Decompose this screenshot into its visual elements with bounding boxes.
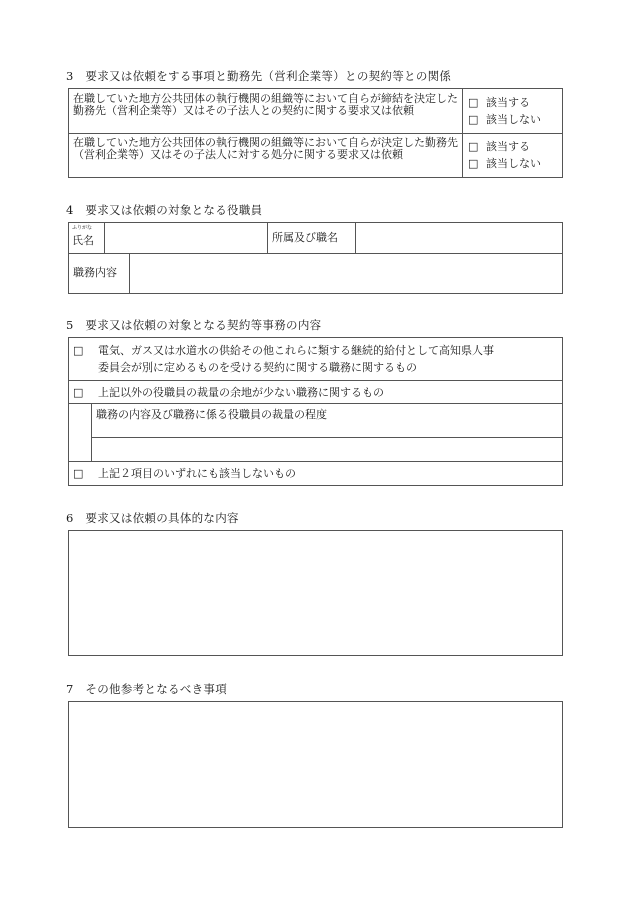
row-divider — [69, 133, 562, 134]
none-applicable-text: 上記２項目のいずれにも該当しないもの — [98, 467, 296, 480]
section-5-table — [68, 337, 563, 486]
row-divider — [69, 380, 562, 381]
duty-label: 職務内容 — [73, 266, 117, 279]
section-4-table — [68, 222, 563, 294]
checkbox[interactable]: □ — [468, 113, 479, 126]
applicable-label: 該当する — [486, 140, 530, 153]
section-5-heading: 5 要求又は依頼の対象となる契約等事務の内容 — [66, 318, 322, 332]
sub-row-divider — [91, 437, 562, 438]
furigana-label: ふりがな — [72, 225, 93, 231]
section-7-heading: 7 その他参考となるべき事項 — [66, 682, 228, 696]
continuous-supply-text — [98, 342, 494, 376]
sub-indent-divider — [91, 403, 92, 461]
dept-label-divider-left — [267, 223, 268, 253]
none-applicable-checkbox[interactable]: □ — [73, 467, 84, 480]
request-details-textarea[interactable] — [68, 530, 563, 656]
section-3-heading: 3 要求又は依頼をする事項と勤務先（営利企業等）との契約等との関係 — [66, 69, 452, 83]
section-6-heading: 6 要求又は依頼の具体的な内容 — [66, 511, 239, 525]
continuous-supply-line-1: 電気、ガス又は水道水の供給その他これらに類する継続的給付として高知県人事 — [98, 344, 494, 357]
duty-input[interactable] — [131, 255, 561, 292]
duty-discretion-label: 職務の内容及び職務に係る役職員の裁量の程度 — [96, 408, 327, 421]
other-references-textarea[interactable] — [68, 701, 563, 828]
row-divider — [69, 461, 562, 462]
low-discretion-checkbox[interactable]: □ — [73, 386, 84, 399]
contract-not-applicable-option[interactable] — [468, 111, 541, 128]
checkbox[interactable]: □ — [468, 96, 479, 109]
name-label: 氏名 — [72, 234, 94, 247]
continuous-supply-checkbox[interactable]: □ — [73, 344, 84, 357]
checkbox[interactable]: □ — [468, 140, 479, 153]
applicable-label: 該当する — [486, 96, 530, 109]
duty-label-divider — [129, 253, 130, 293]
row-divider — [69, 403, 562, 404]
dept-title-input[interactable] — [357, 224, 561, 252]
duty-discretion-input[interactable] — [93, 422, 561, 436]
column-divider — [462, 89, 463, 177]
not-applicable-label: 該当しない — [486, 157, 541, 170]
section-3-table — [68, 88, 563, 178]
low-discretion-text: 上記以外の役職員の裁量の余地が少ない職務に関するもの — [98, 386, 384, 399]
disposition-request-text: 在職していた地方公共団体の執行機関の組織等において自らが決定した勤務先（営利企業等）又はその子法人に対する処分に関する要求又は依頼 — [73, 136, 458, 161]
contract-applicable-option[interactable] — [468, 94, 530, 111]
dept-label-divider-right — [355, 223, 356, 253]
name-label-divider — [104, 223, 105, 253]
continuous-supply-line-2: 委員会が別に定めるものを受ける契約に関する職務に関するもの — [98, 361, 417, 374]
not-applicable-label: 該当しない — [486, 113, 541, 126]
checkbox[interactable]: □ — [468, 157, 479, 170]
row-divider — [69, 253, 562, 254]
disposition-not-applicable-option[interactable] — [468, 155, 541, 172]
contract-request-text: 在職していた地方公共団体の執行機関の組織等において自らが締結を決定した勤務先（営利企業等）又はその子法人との契約に関する要求又は依頼 — [73, 92, 458, 117]
name-input[interactable] — [106, 224, 266, 252]
dept-title-label: 所属及び職名 — [272, 231, 338, 244]
disposition-applicable-option[interactable] — [468, 138, 530, 155]
section-4-heading: 4 要求又は依頼の対象となる役職員 — [66, 203, 263, 217]
